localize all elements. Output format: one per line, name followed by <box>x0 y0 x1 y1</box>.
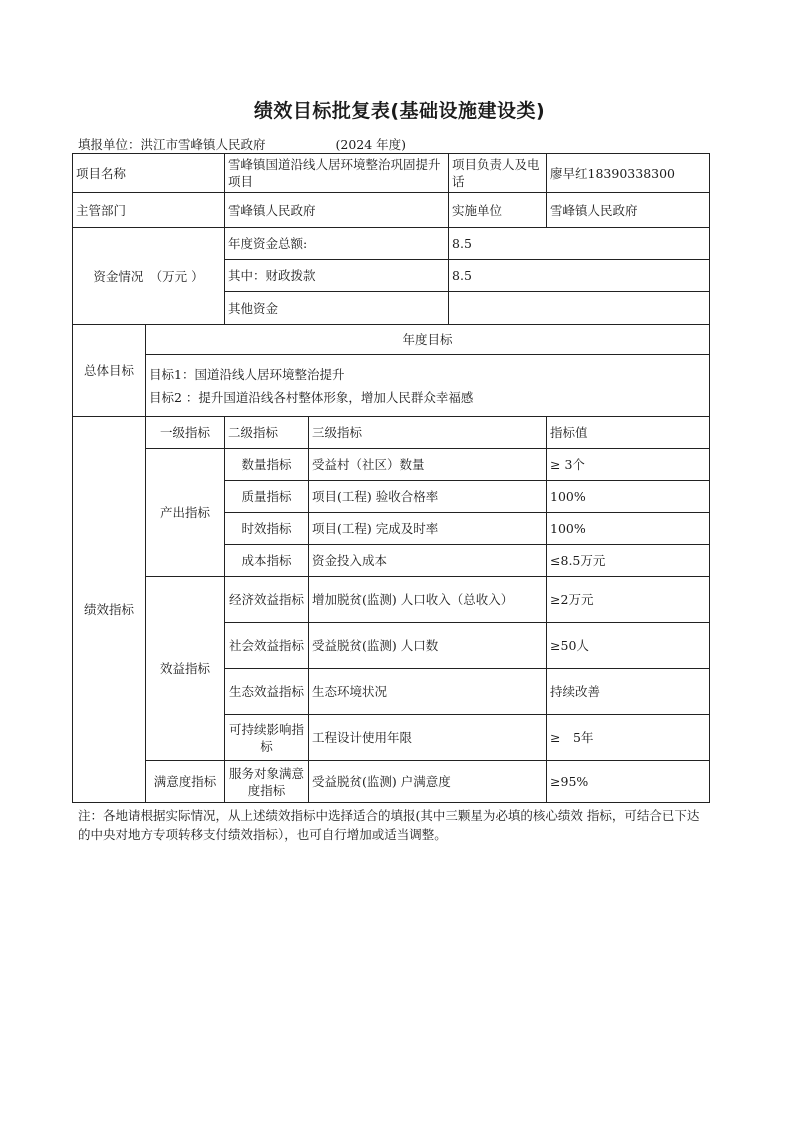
l3-cell: 受益脱贫(监测) 人口数 <box>309 623 547 669</box>
l3-cell: 受益脱贫(监测) 户满意度 <box>309 761 547 803</box>
l2-cell: 数量指标 <box>225 449 309 481</box>
page-title: 绩效目标批复表(基础设施建设类) <box>253 100 546 122</box>
table-row <box>73 325 710 355</box>
l2-cell: 社会效益指标 <box>225 623 309 669</box>
value-cell: ≥50人 <box>547 623 710 669</box>
perf-header-l3: 三级指标 <box>309 417 547 449</box>
satisfaction-label: 满意度指标 <box>146 761 225 803</box>
value-cell: ≥2万元 <box>547 577 710 623</box>
l2-cell: 时效指标 <box>225 513 309 545</box>
project-name-value: 雪峰镇国道沿线人居环境整治巩固提升项目 <box>225 154 449 193</box>
project-name-label: 项目名称 <box>73 154 225 193</box>
performance-table <box>72 153 710 803</box>
dept-value: 雪峰镇人民政府 <box>225 193 449 228</box>
goal-item-2: 目标2 ：提升国道沿线各村整体形象，增加人民群众幸福感 <box>149 389 474 405</box>
leader-label: 项目负责人及电话 <box>449 154 547 193</box>
perf-header-l1: 一级指标 <box>146 417 225 449</box>
perf-header-l2: 二级指标 <box>225 417 309 449</box>
l3-cell: 增加脱贫(监测) 人口收入（总收入） <box>309 577 547 623</box>
value-cell: ≤8.5万元 <box>547 545 710 577</box>
impl-label: 实施单位 <box>449 193 547 228</box>
table-row <box>73 154 710 193</box>
l3-cell: 工程设计使用年限 <box>309 715 547 761</box>
funds-fiscal-label: 其中：财政拨款 <box>225 260 449 292</box>
funds-fiscal-value: 8.5 <box>449 260 710 292</box>
table-row <box>73 193 710 228</box>
funds-other-value <box>449 292 710 325</box>
table-row <box>73 417 710 449</box>
dept-label: 主管部门 <box>73 193 225 228</box>
fill-unit: 填报单位：洪江市雪峰镇人民政府 <box>78 137 266 152</box>
l2-cell: 成本指标 <box>225 545 309 577</box>
l2-cell: 生态效益指标 <box>225 669 309 715</box>
value-cell: ≥95% <box>547 761 710 803</box>
footnote: 注：各地请根据实际情况，从上述绩效指标中选择适合的填报(其中三颗星为必填的核心绩效 指标，可结合已下达的中央对地方专项转移支付绩效指标），也可自行增加或适当调整。 <box>78 808 700 842</box>
perf-label: 绩效指标 <box>73 417 146 803</box>
table-row <box>73 355 710 417</box>
funds-total-value: 8.5 <box>449 228 710 260</box>
l2-cell: 可持续影响指标 <box>225 715 309 761</box>
l2-cell: 质量指标 <box>225 481 309 513</box>
l3-cell: 项目(工程) 验收合格率 <box>309 481 547 513</box>
l3-cell: 生态环境状况 <box>309 669 547 715</box>
table-row <box>73 761 710 803</box>
value-cell: ≥ 3个 <box>547 449 710 481</box>
goals-content <box>146 355 710 417</box>
output-label: 产出指标 <box>146 449 225 577</box>
table-row <box>73 228 710 260</box>
table-row <box>73 577 710 623</box>
l3-cell: 项目(工程) 完成及时率 <box>309 513 547 545</box>
impl-value: 雪峰镇人民政府 <box>547 193 710 228</box>
goal-item-1: 目标1：国道沿线人居环境整治提升 <box>149 366 345 382</box>
table-row <box>73 449 710 481</box>
benefit-label: 效益指标 <box>146 577 225 761</box>
value-cell: ≥ 5年 <box>547 715 710 761</box>
perf-header-value: 指标值 <box>547 417 710 449</box>
l3-cell: 受益村（社区）数量 <box>309 449 547 481</box>
l3-cell: 资金投入成本 <box>309 545 547 577</box>
goals-label: 总体目标 <box>73 325 146 417</box>
l2-cell: 服务对象满意度指标 <box>225 761 309 803</box>
value-cell: 100% <box>547 481 710 513</box>
funds-label: 资金情况 （万元 ） <box>73 228 225 325</box>
value-cell: 持续改善 <box>547 669 710 715</box>
l2-cell: 经济效益指标 <box>225 577 309 623</box>
goals-header: 年度目标 <box>146 325 710 355</box>
funds-other-label: 其他资金 <box>225 292 449 325</box>
funds-total-label: 年度资金总额: <box>225 228 449 260</box>
fill-info-row <box>78 135 406 153</box>
leader-value: 廖早红18390338300 <box>547 154 710 193</box>
report-year: (2024 年度) <box>335 137 407 152</box>
value-cell: 100% <box>547 513 710 545</box>
